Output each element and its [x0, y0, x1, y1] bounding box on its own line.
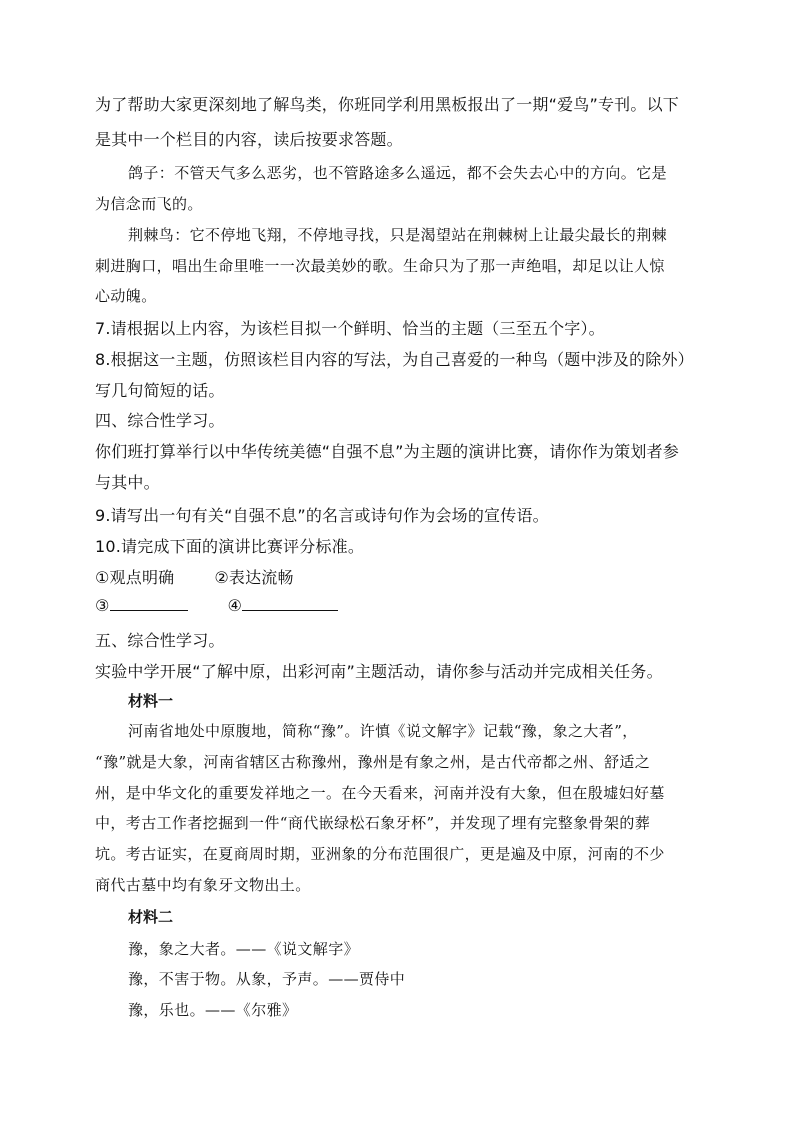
question-8-line-1: 8.根据这一主题，仿照该栏目内容的写法，为自己喜爱的一种鸟（题中涉及的除外）	[95, 350, 694, 369]
question-7: 7.请根据以上内容，为该栏目拟一个鲜明、恰当的主题（三至五个字）。	[95, 319, 605, 338]
pigeon-line-2: 为信念而飞的。	[95, 195, 203, 213]
material-1-line-5: 坑。考古证实，在夏商周时期，亚洲象的分布范围很广，更是遍及中原，河南的不少	[95, 845, 665, 863]
material-1-line-2: “豫”就是大象，河南省辖区古称豫州，豫州是有象之州，是古代帝都之州、舒适之	[95, 753, 651, 771]
pigeon-line-1: 鸽子：不管天气多么恶劣，也不管路途多么遥远，都不会失去心中的方向。它是	[128, 164, 668, 182]
section-4-intro-line-2: 与其中。	[95, 473, 160, 492]
intro-line-2: 是其中一个栏目的内容，读后按要求答题。	[95, 130, 403, 149]
criteria-row-1	[95, 565, 294, 588]
question-10: 10.请完成下面的演讲比赛评分标准。	[95, 537, 365, 556]
criteria-1: ①观点明确	[95, 568, 175, 587]
material-1-line-3: 州，是中华文化的重要发祥地之一。在今天看来，河南并没有大象，但在殷墟妇好墓	[95, 784, 665, 802]
intro-line-1: 为了帮助大家更深刻地了解鸟类，你班同学利用黑板报出了一期“爱鸟”专刊。以下	[95, 95, 679, 114]
criteria-3: ③	[95, 596, 110, 615]
answer-blank-3[interactable]	[110, 596, 188, 611]
thornbird-line-3: 心动魄。	[95, 287, 157, 305]
material-1-line-4: 中，考古工作者挖掘到一件“商代嵌绿松石象牙杯”，并发现了埋有完整象骨架的葬	[95, 814, 651, 832]
section-4-title: 四、综合性学习。	[95, 411, 225, 430]
material-2-heading: 材料二	[128, 908, 174, 926]
thornbird-line-1: 荆棘鸟：它不停地飞翔，不停地寻找，只是渴望站在荆棘树上让最尖最长的荆棘	[128, 226, 668, 244]
material-1-heading: 材料一	[128, 692, 174, 710]
material-1-line-1: 河南省地处中原腹地，简称“豫”。许慎《说文解字》记载“豫，象之大者”，	[128, 722, 638, 740]
section-5-title: 五、综合性学习。	[95, 631, 225, 650]
section-4-intro-line-1: 你们班打算举行以中华传统美德“自强不息”为主题的演讲比赛，请你作为策划者参	[95, 442, 679, 461]
material-1-line-6: 商代古墓中均有象牙文物出土。	[95, 876, 311, 894]
thornbird-line-2: 刺进胸口，唱出生命里唯一一次最美妙的歌。生命只为了那一声绝唱，却足以让人惊	[95, 257, 665, 275]
material-2-line-1: 豫，象之大者。——《说文解字》	[128, 940, 360, 958]
question-9: 9.请写出一句有关“自强不息”的名言或诗句作为会场的宣传语。	[95, 506, 549, 525]
section-5-intro: 实验中学开展“了解中原，出彩河南”主题活动，请你参与活动并完成相关任务。	[95, 662, 663, 681]
criteria-row-2	[95, 596, 338, 615]
material-2-line-2: 豫，不害于物。从象，予声。——贾侍中	[128, 970, 406, 988]
criteria-4: ④	[227, 596, 243, 615]
answer-blank-4[interactable]	[242, 596, 338, 611]
material-2-line-3: 豫，乐也。——《尔雅》	[128, 1001, 298, 1019]
criteria-2: ②表达流畅	[214, 568, 294, 587]
question-8-line-2: 写几句简短的话。	[95, 381, 225, 400]
